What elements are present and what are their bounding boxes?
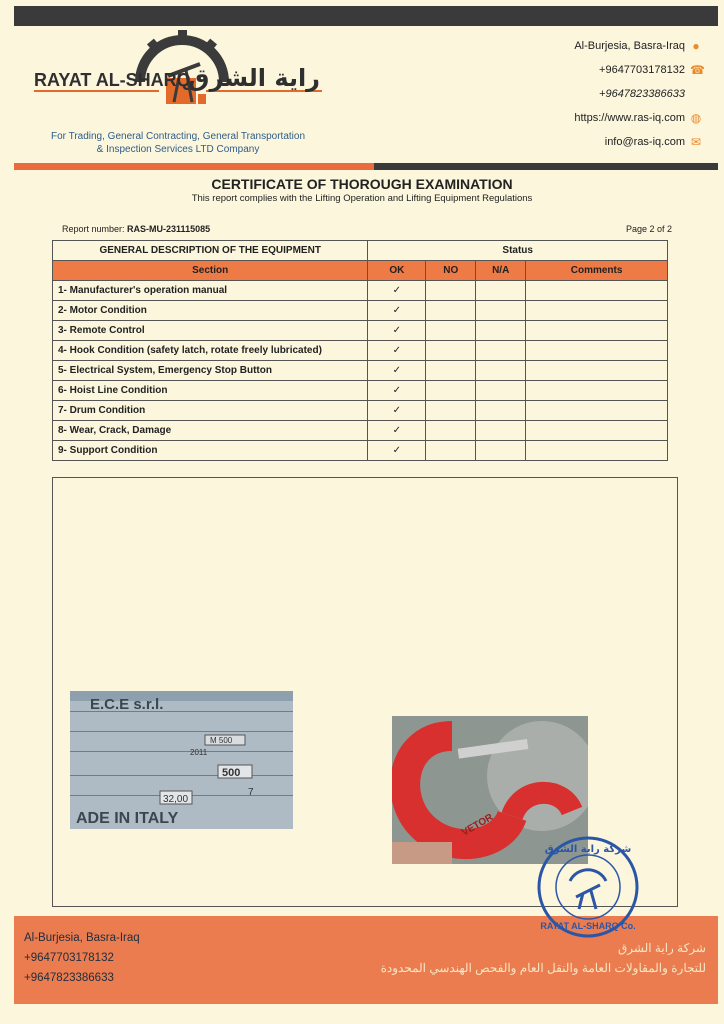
table-row	[53, 341, 668, 361]
footer-arabic-line2: للتجارة والمقاولات العامة والنقل العام والفحص الهندسي المحدودة	[380, 961, 706, 975]
row-no	[426, 361, 476, 381]
nameplate-factor: 7	[248, 787, 254, 798]
nameplate-brand: E.C.E s.r.l.	[90, 696, 164, 713]
company-logo	[28, 24, 328, 134]
row-comments	[526, 381, 668, 401]
report-number	[62, 224, 210, 234]
row-comments	[526, 421, 668, 441]
nameplate-capacity: 500	[222, 767, 241, 779]
certificate-title: CERTIFICATE OF THOROUGH EXAMINATION	[211, 176, 513, 192]
row-no	[426, 301, 476, 321]
nameplate-photo	[70, 691, 293, 829]
page-number: Page 2 of 2	[625, 224, 672, 234]
tagline-line1: For Trading, General Contracting, General Transportation	[50, 131, 306, 142]
row-na	[476, 381, 526, 401]
row-comments	[526, 361, 668, 381]
row-section: 5- Electrical System, Emergency Stop Button	[53, 361, 368, 381]
location-pin-icon: ●	[692, 39, 700, 53]
row-section: 9- Support Condition	[53, 441, 368, 461]
stamp-arabic-text: شركة راية الشرق	[544, 844, 632, 855]
logo-latin: RAYAT AL-SHARQ	[34, 70, 191, 90]
row-no	[426, 421, 476, 441]
top-bar	[14, 6, 718, 26]
row-ok: ✓	[368, 421, 426, 441]
hook-marking: VETOR	[460, 811, 496, 839]
header-address: Al-Burjesia, Basra-Iraq	[574, 40, 685, 52]
row-no	[426, 381, 476, 401]
header-phone2[interactable]: +9647823386633	[599, 88, 685, 100]
column-header-na: N/A	[476, 261, 526, 281]
column-header-ok: OK	[368, 261, 426, 281]
row-na	[476, 321, 526, 341]
footer-phone2[interactable]: +9647823386633	[24, 972, 114, 984]
footer-phone1[interactable]: +9647703178132	[24, 952, 114, 964]
row-ok: ✓	[368, 441, 426, 461]
row-ok: ✓	[368, 401, 426, 421]
row-section: 4- Hook Condition (safety latch, rotate freely lubricated)	[53, 341, 368, 361]
column-header-section: Section	[53, 261, 368, 281]
table-row	[53, 281, 668, 301]
report-label: Report number:	[62, 224, 125, 234]
row-ok: ✓	[368, 281, 426, 301]
footer-arabic-line1: شركة راية الشرق	[617, 941, 706, 955]
footer-address: Al-Burjesia, Basra-Iraq	[24, 932, 140, 944]
header-website[interactable]: https://www.ras-iq.com	[574, 112, 685, 124]
table-row	[53, 321, 668, 341]
nameplate-year: 2011	[190, 748, 208, 757]
table-row	[53, 401, 668, 421]
row-comments	[526, 281, 668, 301]
row-na	[476, 441, 526, 461]
table-row	[53, 301, 668, 321]
table-row	[53, 361, 668, 381]
row-comments	[526, 441, 668, 461]
certificate-subtitle: This report complies with the Lifting Operation and Lifting Equipment Regulations	[191, 193, 533, 204]
row-section: 6- Hoist Line Condition	[53, 381, 368, 401]
status-header: Status	[368, 241, 668, 261]
nameplate-break: 32,00	[163, 794, 189, 805]
nameplate-made-in: ADE IN ITALY	[76, 810, 179, 827]
table-row	[53, 381, 668, 401]
column-header-comments: Comments	[526, 261, 668, 281]
nameplate-model: M 500	[210, 736, 233, 745]
header-phone1[interactable]: +9647703178132	[599, 64, 685, 76]
row-section: 3- Remote Control	[53, 321, 368, 341]
row-comments	[526, 301, 668, 321]
row-na	[476, 341, 526, 361]
row-comments	[526, 341, 668, 361]
row-ok: ✓	[368, 361, 426, 381]
row-na	[476, 281, 526, 301]
stamp-latin-text: RAYAT AL-SHARQ Co.	[540, 921, 636, 931]
row-na	[476, 401, 526, 421]
row-comments	[526, 321, 668, 341]
row-no	[426, 401, 476, 421]
row-ok: ✓	[368, 381, 426, 401]
inspection-table	[52, 240, 668, 461]
row-na	[476, 361, 526, 381]
report-number-value: RAS-MU-231115085	[127, 224, 211, 234]
row-section: 2- Motor Condition	[53, 301, 368, 321]
row-comments	[526, 401, 668, 421]
row-section: 1- Manufacturer's operation manual	[53, 281, 368, 301]
company-stamp	[536, 835, 640, 939]
row-section: 8- Wear, Crack, Damage	[53, 421, 368, 441]
table-row	[53, 441, 668, 461]
row-ok: ✓	[368, 341, 426, 361]
footer-arabic	[381, 938, 706, 978]
column-header-no: NO	[426, 261, 476, 281]
header-contact	[574, 34, 705, 154]
row-na	[476, 421, 526, 441]
table-row	[53, 421, 668, 441]
logo-arabic: راية الشرق	[187, 64, 320, 92]
row-no	[426, 441, 476, 461]
row-no	[426, 281, 476, 301]
header-email[interactable]: info@ras-iq.com	[604, 136, 685, 148]
row-ok: ✓	[368, 321, 426, 341]
header-divider	[14, 163, 718, 170]
footer-contact	[24, 928, 140, 988]
row-ok: ✓	[368, 301, 426, 321]
email-icon: ✉	[690, 135, 702, 149]
row-na	[476, 301, 526, 321]
company-tagline	[28, 130, 328, 156]
group-header: GENERAL DESCRIPTION OF THE EQUIPMENT	[53, 241, 368, 261]
globe-icon: ◍	[690, 111, 702, 125]
row-no	[426, 321, 476, 341]
row-section: 7- Drum Condition	[53, 401, 368, 421]
tagline-line2: & Inspection Services LTD Company	[96, 144, 260, 155]
row-no	[426, 341, 476, 361]
phone-icon: ☎	[690, 63, 705, 77]
